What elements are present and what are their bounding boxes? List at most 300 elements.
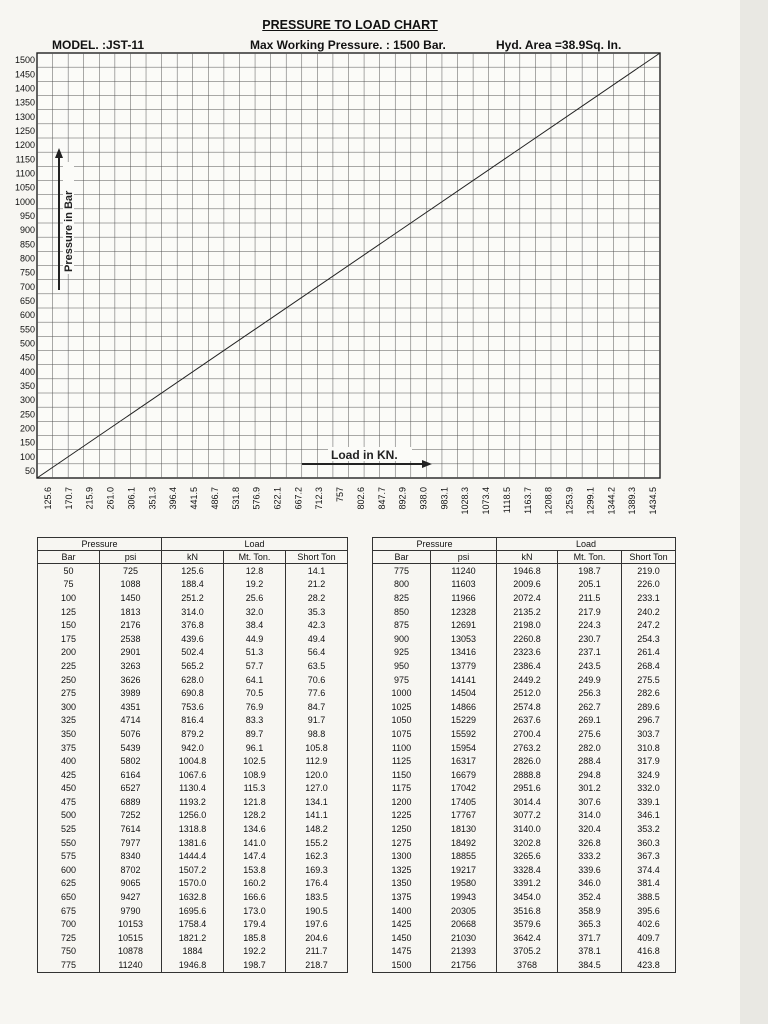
bar-cell: 1200: [373, 795, 431, 809]
kn-cell: 439.6: [162, 632, 224, 646]
short-ton-cell: 155.2: [286, 836, 348, 850]
x-tick-label: 486.7: [209, 487, 220, 510]
short-ton-cell: 296.7: [622, 714, 676, 728]
psi-cell: 5802: [100, 754, 162, 768]
bar-cell: 1050: [373, 714, 431, 728]
short-ton-cell: 275.5: [622, 673, 676, 687]
mt-ton-header: Mt. Ton.: [224, 551, 286, 564]
y-tick-label: 800: [19, 253, 35, 264]
table-row: [373, 591, 676, 605]
bar-cell: 1425: [373, 917, 431, 931]
y-tick-label: 950: [19, 211, 35, 221]
bar-cell: 500: [38, 809, 100, 823]
mt-ton-header: Mt. Ton.: [558, 551, 622, 564]
psi-cell: 9790: [100, 904, 162, 918]
table-row: [38, 686, 348, 700]
kn-cell: 3454.0: [497, 890, 558, 904]
y-tick-label: 1050: [14, 182, 35, 193]
y-tick-label: 850: [19, 239, 35, 250]
mt-ton-cell: 294.8: [558, 768, 622, 782]
y-tick-label: 350: [19, 381, 35, 391]
psi-cell: 20305: [431, 904, 497, 918]
psi-cell: 16317: [431, 754, 497, 768]
psi-cell: 12691: [431, 618, 497, 632]
bar-cell: 400: [38, 754, 100, 768]
psi-cell: 3626: [100, 673, 162, 687]
kn-cell: 1946.8: [497, 564, 558, 578]
psi-cell: 19943: [431, 890, 497, 904]
kn-cell: 1193.2: [162, 795, 224, 809]
mt-ton-cell: 275.6: [558, 727, 622, 741]
kn-cell: 376.8: [162, 618, 224, 632]
bar-cell: 275: [38, 686, 100, 700]
short-ton-cell: 84.7: [286, 700, 348, 714]
table-row: [373, 714, 676, 728]
kn-cell: 1946.8: [162, 958, 224, 972]
mt-ton-cell: 83.3: [224, 714, 286, 728]
psi-cell: 4714: [100, 714, 162, 728]
psi-cell: 11240: [431, 564, 497, 578]
y-tick-label: 150: [19, 437, 35, 448]
short-ton-cell: 162.3: [286, 849, 348, 863]
kn-cell: 942.0: [162, 741, 224, 755]
kn-cell: 1130.4: [162, 782, 224, 796]
kn-cell: 3391.2: [497, 877, 558, 891]
bar-cell: 75: [38, 578, 100, 592]
mt-ton-cell: 269.1: [558, 714, 622, 728]
psi-cell: 15954: [431, 741, 497, 755]
psi-cell: 1813: [100, 605, 162, 619]
short-ton-cell: 49.4: [286, 632, 348, 646]
psi-cell: 5076: [100, 727, 162, 741]
table-row: [373, 564, 676, 578]
short-ton-cell: 183.5: [286, 890, 348, 904]
y-tick-label: 1150: [15, 154, 35, 165]
psi-cell: 14504: [431, 686, 497, 700]
kn-cell: 1821.2: [162, 931, 224, 945]
psi-cell: 18492: [431, 836, 497, 850]
table-row: [373, 646, 676, 660]
x-tick-label: 667.2: [293, 487, 304, 510]
table-row: [38, 958, 348, 972]
kn-cell: 251.2: [162, 591, 224, 605]
x-tick-label: 1163.7: [522, 487, 533, 514]
psi-cell: 18130: [431, 822, 497, 836]
bar-cell: 1175: [373, 782, 431, 796]
kn-cell: 1758.4: [162, 917, 224, 931]
psi-cell: 17405: [431, 795, 497, 809]
short-ton-cell: 381.4: [622, 877, 676, 891]
bar-cell: 1025: [373, 700, 431, 714]
short-ton-cell: 233.1: [622, 591, 676, 605]
x-tick-label: 1118.5: [501, 487, 512, 514]
mt-ton-cell: 44.9: [224, 632, 286, 646]
mt-ton-cell: 134.6: [224, 822, 286, 836]
psi-header: psi: [431, 551, 497, 564]
bar-cell: 775: [38, 958, 100, 972]
x-tick-label: 1389.3: [627, 487, 638, 515]
short-ton-cell: 332.0: [622, 782, 676, 796]
mt-ton-cell: 147.4: [224, 849, 286, 863]
y-tick-label: 200: [19, 423, 35, 434]
kn-cell: 628.0: [162, 673, 224, 687]
table-row: [373, 863, 676, 877]
short-ton-cell: 127.0: [286, 782, 348, 796]
kn-cell: 1884: [162, 945, 224, 959]
kn-cell: 3516.8: [497, 904, 558, 918]
pressure-load-table-left: [37, 537, 348, 973]
kn-cell: 3705.2: [497, 945, 558, 959]
x-tick-label: 757: [335, 487, 346, 503]
y-tick-label: 600: [19, 310, 35, 321]
mt-ton-cell: 185.8: [224, 931, 286, 945]
x-tick-label: 1344.2: [606, 487, 617, 515]
bar-cell: 600: [38, 863, 100, 877]
bar-cell: 375: [38, 741, 100, 755]
table-row: [373, 849, 676, 863]
kn-cell: 2700.4: [497, 727, 558, 741]
y-tick-label: 550: [19, 324, 35, 335]
table-row: [38, 605, 348, 619]
x-tick-label: 847.7: [376, 487, 387, 510]
short-ton-cell: 21.2: [286, 578, 348, 592]
short-ton-cell: 77.6: [286, 686, 348, 700]
y-tick-label: 500: [19, 338, 35, 349]
kn-cell: 125.6: [162, 564, 224, 578]
short-ton-cell: 197.6: [286, 917, 348, 931]
mt-ton-cell: 333.2: [558, 849, 622, 863]
table-row: [373, 659, 676, 673]
mt-ton-cell: 96.1: [224, 741, 286, 755]
mt-ton-cell: 102.5: [224, 754, 286, 768]
short-ton-cell: 70.6: [286, 673, 348, 687]
table-row: [373, 700, 676, 714]
table-row: [373, 686, 676, 700]
kn-cell: 2009.6: [497, 578, 558, 592]
bar-cell: 325: [38, 714, 100, 728]
bar-cell: 625: [38, 877, 100, 891]
psi-cell: 5439: [100, 741, 162, 755]
short-ton-cell: 120.0: [286, 768, 348, 782]
short-ton-cell: 112.9: [286, 754, 348, 768]
table-row: [38, 578, 348, 592]
table-row: [38, 714, 348, 728]
table-row: [373, 741, 676, 755]
table-row: [38, 768, 348, 782]
bar-cell: 450: [38, 782, 100, 796]
mt-ton-cell: 153.8: [224, 863, 286, 877]
x-tick-label: 396.4: [168, 487, 179, 510]
kn-cell: 3642.4: [497, 931, 558, 945]
kn-cell: 2763.2: [497, 741, 558, 755]
kn-cell: 816.4: [162, 714, 224, 728]
mt-ton-cell: 70.5: [224, 686, 286, 700]
bar-cell: 550: [38, 836, 100, 850]
x-tick-label: 306.1: [126, 487, 137, 510]
y-tick-label: 1350: [14, 97, 35, 108]
table-row: [373, 578, 676, 592]
short-ton-cell: 98.8: [286, 727, 348, 741]
kn-header: kN: [162, 551, 224, 564]
y-tick-label: 1300: [14, 111, 35, 122]
short-ton-header: Short Ton: [286, 551, 348, 564]
bar-cell: 475: [38, 795, 100, 809]
psi-cell: 8340: [100, 849, 162, 863]
table-row: [38, 945, 348, 959]
x-tick-label: 576.9: [251, 487, 262, 510]
table-row: [38, 917, 348, 931]
mt-ton-cell: 64.1: [224, 673, 286, 687]
psi-cell: 17042: [431, 782, 497, 796]
bar-cell: 725: [38, 931, 100, 945]
kn-cell: 1381.6: [162, 836, 224, 850]
table-row: [373, 945, 676, 959]
mt-ton-cell: 378.1: [558, 945, 622, 959]
table-row: [373, 673, 676, 687]
kn-cell: 2951.6: [497, 782, 558, 796]
pressure-load-chart: [0, 0, 740, 530]
mt-ton-cell: 365.3: [558, 917, 622, 931]
table-row: [373, 795, 676, 809]
table-left-body: [38, 564, 348, 973]
short-ton-cell: 268.4: [622, 659, 676, 673]
bar-cell: 875: [373, 618, 431, 632]
mt-ton-cell: 237.1: [558, 646, 622, 660]
mt-ton-cell: 192.2: [224, 945, 286, 959]
bar-cell: 200: [38, 646, 100, 660]
max-pressure-label: Max Working Pressure. : 1500 Bar.: [250, 38, 446, 52]
bar-cell: 225: [38, 659, 100, 673]
bar-cell: 975: [373, 673, 431, 687]
bar-cell: 1500: [373, 958, 431, 972]
kn-cell: 2449.2: [497, 673, 558, 687]
short-ton-cell: 310.8: [622, 741, 676, 755]
short-ton-cell: 395.6: [622, 904, 676, 918]
short-ton-cell: 360.3: [622, 836, 676, 850]
psi-cell: 11240: [100, 958, 162, 972]
bar-cell: 300: [38, 700, 100, 714]
x-tick-label: 1208.8: [543, 487, 554, 515]
x-axis-ticks: [43, 487, 658, 515]
kn-cell: 3077.2: [497, 809, 558, 823]
load-header: Load: [162, 538, 348, 551]
pressure-load-table-right: [372, 537, 676, 973]
kn-cell: 2574.8: [497, 700, 558, 714]
table-row: [373, 836, 676, 850]
short-ton-cell: 247.2: [622, 618, 676, 632]
table-row: [38, 795, 348, 809]
table-row: [38, 836, 348, 850]
psi-cell: 9427: [100, 890, 162, 904]
kn-cell: 3265.6: [497, 849, 558, 863]
short-ton-cell: 416.8: [622, 945, 676, 959]
mt-ton-cell: 141.0: [224, 836, 286, 850]
psi-cell: 19217: [431, 863, 497, 877]
mt-ton-cell: 32.0: [224, 605, 286, 619]
mt-ton-cell: 89.7: [224, 727, 286, 741]
bar-cell: 750: [38, 945, 100, 959]
mt-ton-cell: 288.4: [558, 754, 622, 768]
table-row: [38, 904, 348, 918]
short-ton-cell: 63.5: [286, 659, 348, 673]
short-ton-cell: 219.0: [622, 564, 676, 578]
mt-ton-cell: 160.2: [224, 877, 286, 891]
table-row: [38, 849, 348, 863]
bar-header: Bar: [373, 551, 431, 564]
y-tick-label: 250: [19, 409, 35, 420]
psi-cell: 21756: [431, 958, 497, 972]
bar-cell: 1300: [373, 849, 431, 863]
short-ton-cell: 141.1: [286, 809, 348, 823]
short-ton-cell: 388.5: [622, 890, 676, 904]
bar-cell: 350: [38, 727, 100, 741]
table-row: [38, 931, 348, 945]
psi-cell: 15592: [431, 727, 497, 741]
psi-cell: 3263: [100, 659, 162, 673]
kn-cell: 753.6: [162, 700, 224, 714]
kn-cell: 2323.6: [497, 646, 558, 660]
kn-cell: 188.4: [162, 578, 224, 592]
kn-cell: 1695.6: [162, 904, 224, 918]
y-tick-label: 50: [24, 466, 35, 476]
kn-cell: 1067.6: [162, 768, 224, 782]
table-row: [373, 782, 676, 796]
bar-cell: 425: [38, 768, 100, 782]
hyd-area-label: Hyd. Area =38.9Sq. In.: [496, 38, 622, 52]
x-tick-label: 351.3: [147, 487, 158, 510]
psi-cell: 20668: [431, 917, 497, 931]
short-ton-cell: 28.2: [286, 591, 348, 605]
psi-cell: 10878: [100, 945, 162, 959]
psi-cell: 17767: [431, 809, 497, 823]
bar-cell: 1275: [373, 836, 431, 850]
table-row: [38, 673, 348, 687]
psi-cell: 2176: [100, 618, 162, 632]
short-ton-cell: 367.3: [622, 849, 676, 863]
psi-cell: 21030: [431, 931, 497, 945]
bar-cell: 1100: [373, 741, 431, 755]
x-axis-label: Load in KN.: [331, 448, 398, 462]
x-tick-label: 125.6: [43, 487, 53, 510]
model-label: MODEL. :JST-11: [52, 38, 145, 52]
short-ton-cell: 240.2: [622, 605, 676, 619]
mt-ton-cell: 198.7: [558, 564, 622, 578]
table-row: [38, 754, 348, 768]
bar-cell: 1250: [373, 822, 431, 836]
table-row: [38, 782, 348, 796]
psi-cell: 13779: [431, 659, 497, 673]
short-ton-cell: 218.7: [286, 958, 348, 972]
psi-cell: 14141: [431, 673, 497, 687]
table-row: [373, 931, 676, 945]
psi-cell: 6527: [100, 782, 162, 796]
bar-cell: 950: [373, 659, 431, 673]
bar-cell: 825: [373, 591, 431, 605]
short-ton-cell: 42.3: [286, 618, 348, 632]
table-row: [373, 618, 676, 632]
psi-cell: 1450: [100, 591, 162, 605]
mt-ton-cell: 282.0: [558, 741, 622, 755]
mt-ton-cell: 115.3: [224, 782, 286, 796]
kn-cell: 2512.0: [497, 686, 558, 700]
bar-cell: 1350: [373, 877, 431, 891]
bar-cell: 675: [38, 904, 100, 918]
short-ton-cell: 402.6: [622, 917, 676, 931]
x-tick-label: 983.1: [439, 487, 450, 510]
bar-cell: 800: [373, 578, 431, 592]
table-row: [38, 618, 348, 632]
short-ton-cell: 134.1: [286, 795, 348, 809]
pressure-header: Pressure: [38, 538, 162, 551]
short-ton-cell: 339.1: [622, 795, 676, 809]
mt-ton-cell: 205.1: [558, 578, 622, 592]
mt-ton-cell: 243.5: [558, 659, 622, 673]
load-header: Load: [497, 538, 676, 551]
psi-cell: 2901: [100, 646, 162, 660]
table-row: [373, 809, 676, 823]
x-tick-label: 712.3: [314, 487, 325, 510]
bar-cell: 1225: [373, 809, 431, 823]
mt-ton-cell: 173.0: [224, 904, 286, 918]
kn-cell: 3014.4: [497, 795, 558, 809]
bar-cell: 125: [38, 605, 100, 619]
kn-cell: 1507.2: [162, 863, 224, 877]
mt-ton-cell: 352.4: [558, 890, 622, 904]
short-ton-cell: 282.6: [622, 686, 676, 700]
bar-cell: 250: [38, 673, 100, 687]
x-tick-label: 1253.9: [564, 487, 575, 515]
page-edge: [740, 0, 768, 1024]
short-ton-cell: 91.7: [286, 714, 348, 728]
x-tick-label: 622.1: [272, 487, 283, 510]
table-row: [373, 632, 676, 646]
kn-cell: 2888.8: [497, 768, 558, 782]
short-ton-cell: 148.2: [286, 822, 348, 836]
x-tick-label: 802.6: [355, 487, 366, 510]
mt-ton-cell: 51.3: [224, 646, 286, 660]
bar-cell: 1325: [373, 863, 431, 877]
psi-cell: 18855: [431, 849, 497, 863]
mt-ton-cell: 262.7: [558, 700, 622, 714]
short-ton-cell: 374.4: [622, 863, 676, 877]
table-row: [38, 863, 348, 877]
kn-header: kN: [497, 551, 558, 564]
table-row: [373, 754, 676, 768]
bar-cell: 100: [38, 591, 100, 605]
kn-cell: 2637.6: [497, 714, 558, 728]
short-ton-cell: 105.8: [286, 741, 348, 755]
psi-cell: 9065: [100, 877, 162, 891]
psi-cell: 11966: [431, 591, 497, 605]
table-row: [38, 822, 348, 836]
short-ton-header: Short Ton: [622, 551, 676, 564]
psi-cell: 7252: [100, 809, 162, 823]
psi-cell: 10515: [100, 931, 162, 945]
kn-cell: 1256.0: [162, 809, 224, 823]
mt-ton-cell: 12.8: [224, 564, 286, 578]
kn-cell: 1570.0: [162, 877, 224, 891]
y-tick-label: 400: [19, 366, 35, 377]
table-row: [373, 890, 676, 904]
y-tick-label: 700: [19, 281, 35, 292]
mt-ton-cell: 76.9: [224, 700, 286, 714]
short-ton-cell: 346.1: [622, 809, 676, 823]
table-row: [373, 605, 676, 619]
short-ton-cell: 14.1: [286, 564, 348, 578]
short-ton-cell: 289.6: [622, 700, 676, 714]
mt-ton-cell: 307.6: [558, 795, 622, 809]
short-ton-cell: 324.9: [622, 768, 676, 782]
